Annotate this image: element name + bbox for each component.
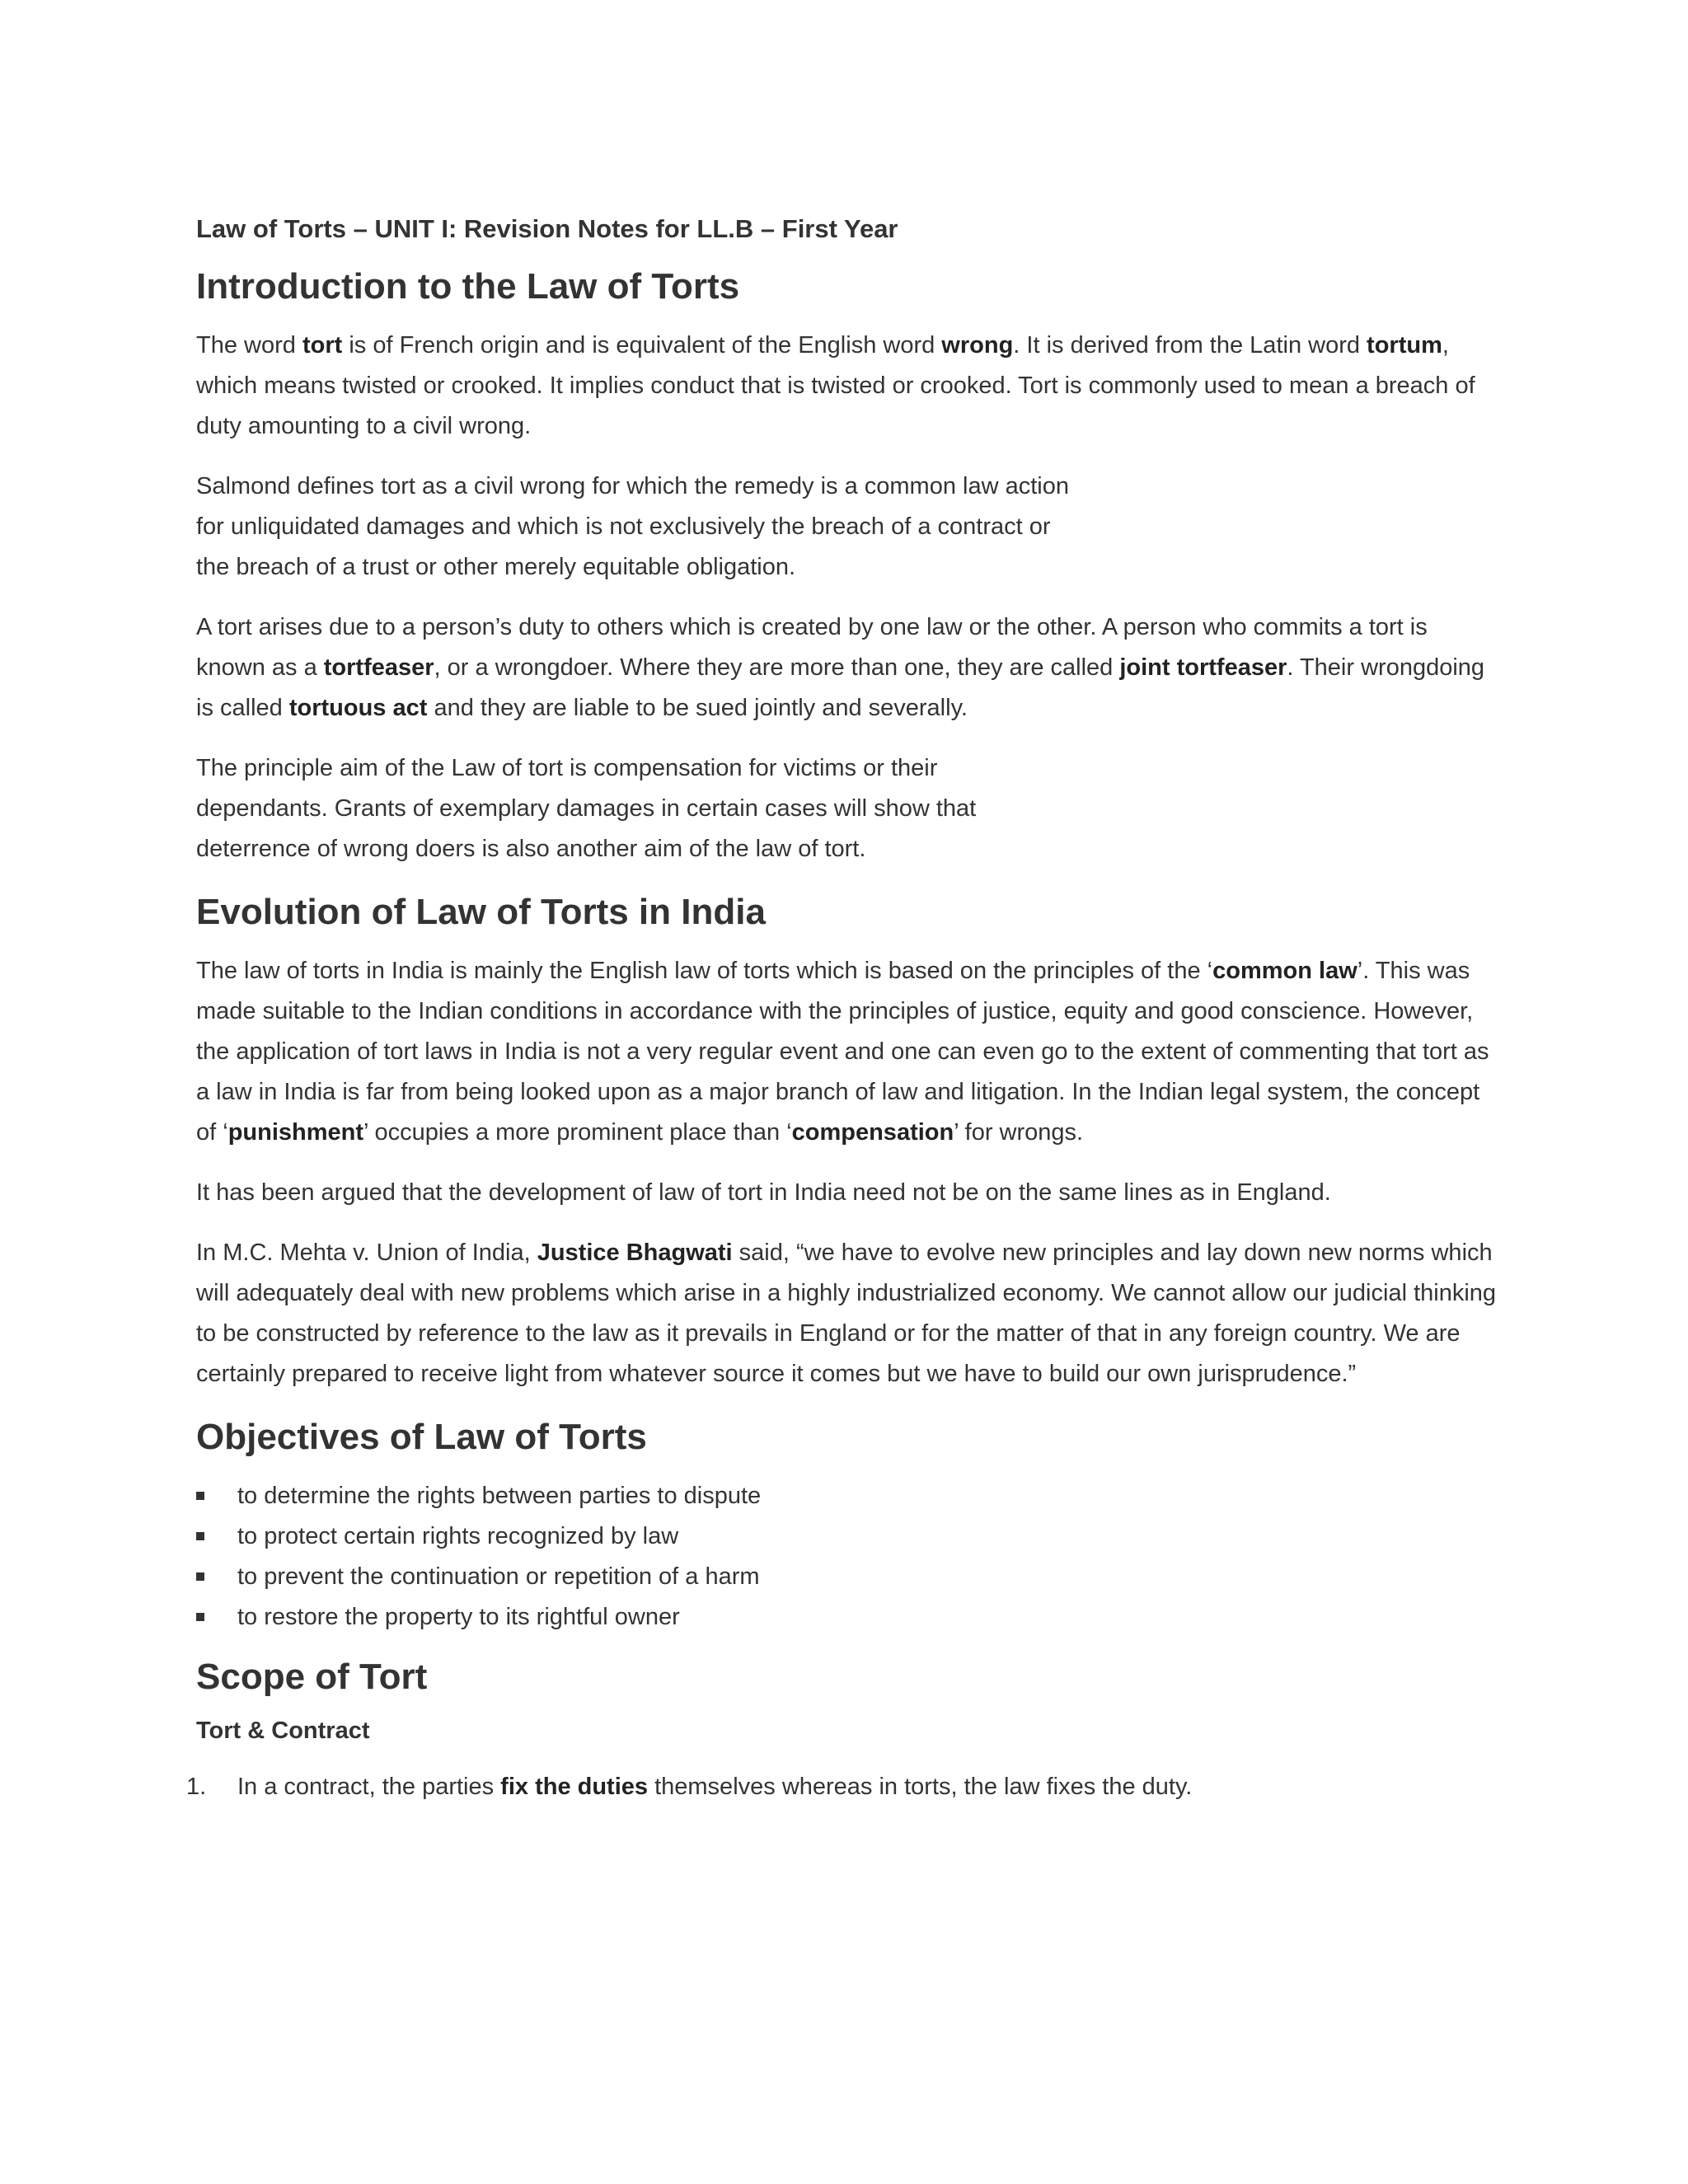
evolution-paragraph-2: It has been argued that the development of law of tort in India need not be on the same lines as in England. <box>196 1179 1331 1207</box>
evolution-heading: Evolution of Law of Torts in India <box>196 892 766 933</box>
scope-heading: Scope of Tort <box>196 1657 428 1698</box>
bold-term-tortuous-act: tortuous act <box>288 695 428 722</box>
document-title: Law of Torts – UNIT I: Revision Notes for LL.B – First Year <box>196 214 898 243</box>
bold-term-punishment: punishment <box>227 1119 364 1146</box>
text-run: and they are liable to be sued jointly and severally. <box>427 695 968 722</box>
square-bullet-icon <box>196 1572 204 1581</box>
list-item <box>196 1476 1498 1516</box>
list-item <box>196 1516 1498 1557</box>
list-item-text: to protect certain rights recognized by law <box>237 1523 679 1550</box>
text-run: ’. This was made suitable to the Indian conditions in accordance with the principles of justice, equity and good conscience. However, the application of tort laws in India is not a very regular event and one can even go to the extent of commenting that tort as a law in India is far from being looked upon as a major branch of law and litigation. In the Indian legal system, the concept of ‘ <box>196 958 1489 1146</box>
list-item-text: to prevent the continuation or repetition of a harm <box>237 1563 760 1591</box>
text-run: is of French origin and is equivalent of the English word <box>342 332 942 359</box>
square-bullet-icon <box>196 1532 204 1540</box>
intro-heading: Introduction to the Law of Torts <box>196 266 740 307</box>
objectives-heading: Objectives of Law of Torts <box>196 1417 647 1458</box>
intro-paragraph-1 <box>196 326 1498 447</box>
bold-term-wrong: wrong <box>941 332 1014 359</box>
text-run: ’ for wrongs. <box>954 1119 1084 1146</box>
bold-term-fix-the-duties: fix the duties <box>500 1773 649 1800</box>
text-run: A tort arises due to a person’s duty to others which is created by one law or the other. A person who commits a tort is known as a <box>196 614 1428 682</box>
text-run: ’ occupies a more prominent place than ‘ <box>363 1119 792 1146</box>
bold-term-compensation: compensation <box>791 1119 954 1146</box>
list-item <box>186 1767 1498 1807</box>
intro-paragraph-3 <box>196 607 1498 729</box>
text-run: In M.C. Mehta v. Union of India, <box>196 1240 537 1267</box>
intro-paragraph-2: Salmond defines tort as a civil wrong for which the remedy is a common law action for unliquidated damages and which is not exclusively the breach of a contract or the breach of a trust or other merely equitable obligation. <box>196 473 1069 581</box>
list-item <box>196 1597 1498 1638</box>
text-run: In a contract, the parties <box>237 1773 501 1800</box>
document-page <box>186 213 1498 1807</box>
objectives-list <box>196 1476 1498 1638</box>
bold-term-tort: tort <box>302 332 343 359</box>
bold-term-common-law: common law <box>1212 958 1357 985</box>
bold-term-tortfeaser: tortfeaser <box>323 654 434 682</box>
evolution-paragraph-1 <box>196 951 1498 1153</box>
text-run: , or a wrongdoer. Where they are more than one, they are called <box>434 654 1120 682</box>
evolution-paragraph-3 <box>196 1233 1498 1394</box>
tort-contract-list <box>186 1767 1498 1807</box>
intro-paragraph-4: The principle aim of the Law of tort is compensation for victims or their dependants. Grants of exemplary damages in certain cases will show that deterrence of wrong doers is also another aim of the law of tort. <box>196 755 977 863</box>
text-run: . It is derived from the Latin word <box>1013 332 1367 359</box>
list-item-text: to determine the rights between parties to dispute <box>237 1483 762 1510</box>
text-run: The law of torts in India is mainly the English law of torts which is based on the principles of the ‘ <box>196 958 1213 985</box>
text-run: themselves whereas in torts, the law fixes the duty. <box>648 1773 1193 1800</box>
square-bullet-icon <box>196 1613 204 1621</box>
bold-term-justice-bhagwati: Justice Bhagwati <box>537 1240 733 1267</box>
text-run: , which means twisted or crooked. It implies conduct that is twisted or crooked. Tort is commonly used to mean a breach of duty amounting to a civil wrong. <box>196 332 1475 440</box>
square-bullet-icon <box>196 1492 204 1500</box>
list-item <box>196 1557 1498 1597</box>
bold-term-joint-tortfeaser: joint tortfeaser <box>1119 654 1287 682</box>
list-item-text: to restore the property to its rightful owner <box>237 1604 680 1631</box>
tort-contract-subheading: Tort & Contract <box>196 1718 370 1745</box>
text-run: said, “we have to evolve new principles and lay down new norms which will adequately deal with new problems which arise in a highly industrialized economy. We cannot allow our judicial thinking to be constructed by reference to the law as it prevails in England or for the matter of that in any foreign country. We are certainly prepared to receive light from whatever source it comes but we have to build our own jurisprudence.” <box>196 1240 1497 1388</box>
bold-term-tortum: tortum <box>1367 332 1442 359</box>
list-number: 1. <box>186 1773 207 1800</box>
text-run: The word <box>196 332 302 359</box>
text-run: . Their wrongdoing is called <box>196 654 1485 722</box>
